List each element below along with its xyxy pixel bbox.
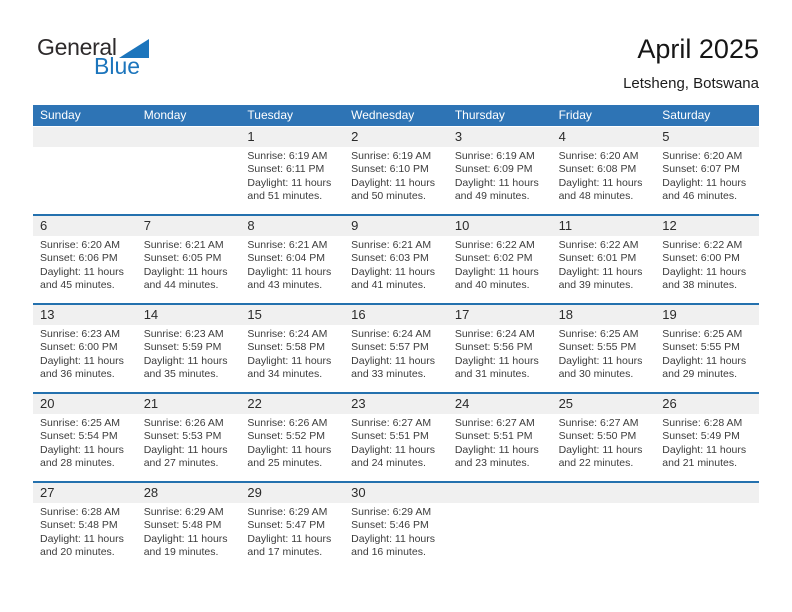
- day-number-17: 17: [454, 307, 470, 322]
- day-detail-line: and 28 minutes.: [40, 457, 115, 470]
- day-detail-line: and 29 minutes.: [662, 368, 737, 381]
- day-detail-line: Sunset: 5:47 PM: [247, 519, 326, 532]
- general-blue-logo: [33, 36, 149, 78]
- day-cell-22: [240, 414, 344, 481]
- day-detail-line: and 23 minutes.: [454, 457, 530, 470]
- title-block: [623, 36, 759, 91]
- day-detail-line: and 48 minutes.: [558, 190, 634, 203]
- day-detail-line: and 35 minutes.: [143, 368, 219, 381]
- day-detail-line: Daylight: 11 hours: [247, 443, 332, 456]
- day-detail-line: Daylight: 11 hours: [247, 176, 332, 189]
- day-number-7: 7: [143, 218, 151, 233]
- day-detail-line: Sunrise: 6:25 AM: [40, 417, 120, 429]
- week-row: [33, 303, 759, 392]
- day-number-5: 5: [662, 129, 670, 144]
- empty-day-cell: [33, 147, 137, 214]
- day-detail-line: Sunset: 6:10 PM: [351, 163, 429, 176]
- weekday-header-monday: Monday: [143, 108, 187, 122]
- day-number-11: 11: [558, 218, 573, 233]
- day-cell-5: [655, 147, 759, 214]
- page-subtitle: Letsheng, Botswana: [623, 75, 759, 92]
- day-detail-line: and 20 minutes.: [40, 546, 115, 559]
- day-detail-line: Sunrise: 6:26 AM: [247, 417, 328, 429]
- day-cell-10: [448, 236, 552, 303]
- day-detail-line: Sunset: 5:52 PM: [247, 430, 326, 443]
- day-detail-line: Sunrise: 6:22 AM: [558, 239, 639, 251]
- day-cell-26: [655, 414, 759, 481]
- day-cell-7: [137, 236, 241, 303]
- day-detail-line: Sunrise: 6:23 AM: [143, 328, 224, 340]
- day-detail-line: Sunrise: 6:21 AM: [247, 239, 328, 251]
- day-cell-18: [552, 325, 656, 392]
- day-detail-line: Sunset: 5:48 PM: [40, 519, 118, 532]
- day-detail-line: and 40 minutes.: [454, 279, 530, 292]
- day-detail-line: Daylight: 11 hours: [454, 354, 539, 367]
- day-cell-12: [655, 236, 759, 303]
- day-cell-2: [344, 147, 448, 214]
- day-detail-line: Daylight: 11 hours: [662, 443, 747, 456]
- weekday-header-bar: [33, 105, 759, 126]
- day-cell-3: [448, 147, 552, 214]
- day-detail-line: Daylight: 11 hours: [143, 354, 228, 367]
- day-detail-line: Daylight: 11 hours: [351, 443, 435, 456]
- day-detail-line: and 49 minutes.: [454, 190, 530, 203]
- day-cell-9: [344, 236, 448, 303]
- day-detail-line: Sunrise: 6:20 AM: [558, 150, 639, 162]
- empty-day-cell: [448, 503, 552, 570]
- empty-day-number: [655, 483, 759, 503]
- day-detail-line: Sunrise: 6:20 AM: [40, 239, 120, 251]
- weekday-header-saturday: Saturday: [662, 108, 711, 122]
- day-cell-14: [137, 325, 241, 392]
- day-number-21: 21: [143, 396, 159, 411]
- day-detail-line: Sunset: 6:02 PM: [454, 252, 533, 265]
- day-detail-line: Sunrise: 6:22 AM: [454, 239, 535, 251]
- day-detail-line: Sunrise: 6:19 AM: [351, 150, 432, 162]
- day-number-18: 18: [558, 307, 574, 322]
- day-detail-line: Sunset: 5:50 PM: [558, 430, 637, 443]
- day-detail-line: Daylight: 11 hours: [351, 176, 435, 189]
- day-detail-line: Daylight: 11 hours: [40, 443, 124, 456]
- page-title: April 2025: [637, 34, 759, 64]
- day-detail-line: and 44 minutes.: [143, 279, 219, 292]
- day-detail-line: Sunset: 5:48 PM: [143, 519, 222, 532]
- day-detail-line: and 17 minutes.: [247, 546, 323, 559]
- day-detail-line: Sunrise: 6:21 AM: [143, 239, 224, 251]
- day-detail-line: Sunset: 6:07 PM: [662, 163, 740, 176]
- day-cell-30: [344, 503, 448, 570]
- day-detail-line: Daylight: 11 hours: [662, 265, 747, 278]
- day-detail-line: and 36 minutes.: [40, 368, 115, 381]
- day-detail-row: [33, 414, 759, 481]
- day-detail-line: Sunrise: 6:24 AM: [247, 328, 328, 340]
- day-number-29: 29: [247, 485, 262, 500]
- day-detail-line: Sunset: 6:01 PM: [558, 252, 637, 265]
- day-detail-line: Sunrise: 6:20 AM: [662, 150, 743, 162]
- day-detail-line: Sunset: 5:55 PM: [662, 341, 740, 354]
- day-number-15: 15: [247, 307, 262, 322]
- day-detail-line: Sunset: 5:59 PM: [143, 341, 222, 354]
- day-cell-21: [137, 414, 241, 481]
- day-detail-line: Sunset: 6:03 PM: [351, 252, 429, 265]
- day-detail-line: Sunset: 6:00 PM: [40, 341, 118, 354]
- day-detail-line: Sunset: 6:09 PM: [454, 163, 533, 176]
- calendar-page: [33, 0, 759, 570]
- day-number-25: 25: [558, 396, 574, 411]
- day-cell-29: [240, 503, 344, 570]
- day-detail-line: Daylight: 11 hours: [40, 532, 124, 545]
- day-detail-line: Sunset: 6:06 PM: [40, 252, 118, 265]
- day-detail-line: Sunrise: 6:27 AM: [558, 417, 639, 429]
- day-detail-line: Daylight: 11 hours: [558, 176, 643, 189]
- day-detail-line: Daylight: 11 hours: [247, 265, 332, 278]
- day-detail-line: and 19 minutes.: [143, 546, 219, 559]
- day-number-27: 27: [40, 485, 55, 500]
- day-detail-line: Sunrise: 6:29 AM: [143, 506, 224, 518]
- day-detail-line: Sunrise: 6:29 AM: [351, 506, 432, 518]
- day-detail-line: Sunrise: 6:23 AM: [40, 328, 120, 340]
- day-detail-line: Daylight: 11 hours: [351, 354, 435, 367]
- week-row: [33, 127, 759, 214]
- day-detail-line: Daylight: 11 hours: [454, 176, 539, 189]
- day-number-20: 20: [40, 396, 55, 411]
- day-detail-row: [33, 503, 759, 570]
- day-cell-17: [448, 325, 552, 392]
- day-number-strip: [33, 305, 759, 325]
- day-detail-line: Sunrise: 6:21 AM: [351, 239, 432, 251]
- day-detail-line: and 21 minutes.: [662, 457, 737, 470]
- day-number-16: 16: [351, 307, 366, 322]
- day-detail-line: and 34 minutes.: [247, 368, 323, 381]
- day-number-9: 9: [351, 218, 359, 233]
- weekday-header-sunday: Sunday: [40, 108, 81, 122]
- weekday-header-tuesday: Tuesday: [247, 108, 294, 122]
- day-detail-line: Sunset: 5:56 PM: [454, 341, 533, 354]
- day-number-28: 28: [143, 485, 159, 500]
- day-detail-line: and 45 minutes.: [40, 279, 115, 292]
- week-row: [33, 214, 759, 303]
- day-detail-line: and 16 minutes.: [351, 546, 426, 559]
- day-detail-line: Daylight: 11 hours: [40, 265, 124, 278]
- weekday-header-wednesday: Wednesday: [351, 108, 415, 122]
- day-number-23: 23: [351, 396, 366, 411]
- day-number-24: 24: [454, 396, 470, 411]
- empty-day-number: [137, 127, 241, 147]
- day-detail-line: and 27 minutes.: [143, 457, 219, 470]
- day-number-8: 8: [247, 218, 255, 233]
- day-detail-line: and 38 minutes.: [662, 279, 737, 292]
- day-detail-line: and 30 minutes.: [558, 368, 634, 381]
- day-detail-line: and 51 minutes.: [247, 190, 323, 203]
- day-detail-line: Sunset: 5:54 PM: [40, 430, 118, 443]
- day-detail-line: Sunrise: 6:22 AM: [662, 239, 743, 251]
- day-number-3: 3: [454, 129, 463, 144]
- day-detail-line: Daylight: 11 hours: [351, 265, 435, 278]
- day-detail-line: Daylight: 11 hours: [143, 265, 228, 278]
- day-number-10: 10: [454, 218, 470, 233]
- day-number-12: 12: [662, 218, 677, 233]
- day-number-strip: [33, 216, 759, 236]
- day-detail-line: and 33 minutes.: [351, 368, 426, 381]
- day-detail-line: Sunset: 6:08 PM: [558, 163, 637, 176]
- day-cell-8: [240, 236, 344, 303]
- day-cell-28: [137, 503, 241, 570]
- day-detail-line: Sunset: 5:53 PM: [143, 430, 222, 443]
- day-detail-line: Sunrise: 6:25 AM: [558, 328, 639, 340]
- day-detail-line: Sunset: 6:04 PM: [247, 252, 326, 265]
- day-detail-line: and 25 minutes.: [247, 457, 323, 470]
- day-number-19: 19: [662, 307, 677, 322]
- day-detail-row: [33, 236, 759, 303]
- day-cell-24: [448, 414, 552, 481]
- day-detail-line: Sunrise: 6:29 AM: [247, 506, 328, 518]
- day-detail-line: Daylight: 11 hours: [143, 443, 228, 456]
- day-detail-line: Daylight: 11 hours: [558, 265, 643, 278]
- week-row: [33, 481, 759, 570]
- day-number-14: 14: [143, 307, 159, 322]
- calendar-grid: [33, 127, 759, 570]
- day-detail-line: Sunrise: 6:28 AM: [662, 417, 743, 429]
- day-detail-line: Daylight: 11 hours: [143, 532, 228, 545]
- day-number-30: 30: [351, 485, 366, 500]
- day-detail-line: Daylight: 11 hours: [247, 532, 332, 545]
- day-detail-line: Sunrise: 6:26 AM: [143, 417, 224, 429]
- day-cell-4: [552, 147, 656, 214]
- day-detail-line: and 41 minutes.: [351, 279, 426, 292]
- day-detail-line: Sunset: 5:49 PM: [662, 430, 740, 443]
- day-cell-1: [240, 147, 344, 214]
- day-detail-line: Daylight: 11 hours: [558, 354, 643, 367]
- day-number-22: 22: [247, 396, 262, 411]
- empty-day-number: [448, 483, 552, 503]
- week-row: [33, 392, 759, 481]
- weekday-header-friday: Friday: [558, 108, 592, 122]
- day-cell-27: [33, 503, 137, 570]
- day-number-1: 1: [247, 129, 255, 144]
- day-cell-15: [240, 325, 344, 392]
- day-detail-row: [33, 325, 759, 392]
- day-detail-line: Sunset: 5:57 PM: [351, 341, 429, 354]
- day-detail-line: and 39 minutes.: [558, 279, 634, 292]
- day-detail-line: Sunset: 6:05 PM: [143, 252, 222, 265]
- day-cell-25: [552, 414, 656, 481]
- day-detail-line: Sunset: 5:46 PM: [351, 519, 429, 532]
- day-detail-line: Sunset: 5:58 PM: [247, 341, 326, 354]
- day-number-26: 26: [662, 396, 677, 411]
- empty-day-cell: [137, 147, 241, 214]
- day-detail-line: Sunrise: 6:28 AM: [40, 506, 120, 518]
- day-cell-13: [33, 325, 137, 392]
- empty-day-number: [552, 483, 656, 503]
- day-number-2: 2: [351, 129, 359, 144]
- day-detail-line: Sunrise: 6:19 AM: [247, 150, 328, 162]
- day-detail-line: Daylight: 11 hours: [662, 176, 747, 189]
- logo-text-general: General: [37, 34, 117, 60]
- day-detail-line: Sunrise: 6:24 AM: [351, 328, 432, 340]
- day-detail-line: Sunrise: 6:24 AM: [454, 328, 535, 340]
- day-cell-23: [344, 414, 448, 481]
- day-detail-line: Daylight: 11 hours: [454, 443, 539, 456]
- day-detail-line: Daylight: 11 hours: [40, 354, 124, 367]
- day-number-13: 13: [40, 307, 55, 322]
- empty-day-number: [33, 127, 137, 147]
- empty-day-cell: [552, 503, 656, 570]
- day-detail-line: and 43 minutes.: [247, 279, 323, 292]
- day-detail-line: Sunset: 6:11 PM: [247, 163, 325, 176]
- day-detail-line: Sunset: 6:00 PM: [662, 252, 740, 265]
- day-detail-line: and 50 minutes.: [351, 190, 426, 203]
- day-number-strip: [33, 483, 759, 503]
- day-number-6: 6: [40, 218, 48, 233]
- day-number-strip: [33, 394, 759, 414]
- day-detail-line: Sunrise: 6:25 AM: [662, 328, 743, 340]
- day-detail-row: [33, 147, 759, 214]
- day-detail-line: Daylight: 11 hours: [558, 443, 643, 456]
- day-number-4: 4: [558, 129, 566, 144]
- day-detail-line: Sunrise: 6:27 AM: [351, 417, 432, 429]
- day-cell-11: [552, 236, 656, 303]
- day-detail-line: Sunrise: 6:19 AM: [454, 150, 535, 162]
- day-detail-line: Sunrise: 6:27 AM: [454, 417, 535, 429]
- day-number-strip: [33, 127, 759, 147]
- day-detail-line: and 31 minutes.: [454, 368, 530, 381]
- day-detail-line: Sunset: 5:55 PM: [558, 341, 637, 354]
- day-detail-line: Daylight: 11 hours: [247, 354, 332, 367]
- day-detail-line: and 24 minutes.: [351, 457, 426, 470]
- day-detail-line: Daylight: 11 hours: [662, 354, 747, 367]
- day-detail-line: Daylight: 11 hours: [454, 265, 539, 278]
- day-detail-line: and 22 minutes.: [558, 457, 634, 470]
- day-detail-line: Sunset: 5:51 PM: [454, 430, 533, 443]
- day-detail-line: Daylight: 11 hours: [351, 532, 435, 545]
- day-cell-20: [33, 414, 137, 481]
- weekday-header-thursday: Thursday: [454, 108, 505, 122]
- page-header: [33, 0, 759, 105]
- day-detail-line: and 46 minutes.: [662, 190, 737, 203]
- day-cell-19: [655, 325, 759, 392]
- day-detail-line: Sunset: 5:51 PM: [351, 430, 429, 443]
- logo-text-blue: Blue: [94, 53, 141, 79]
- empty-day-cell: [655, 503, 759, 570]
- day-cell-6: [33, 236, 137, 303]
- day-cell-16: [344, 325, 448, 392]
